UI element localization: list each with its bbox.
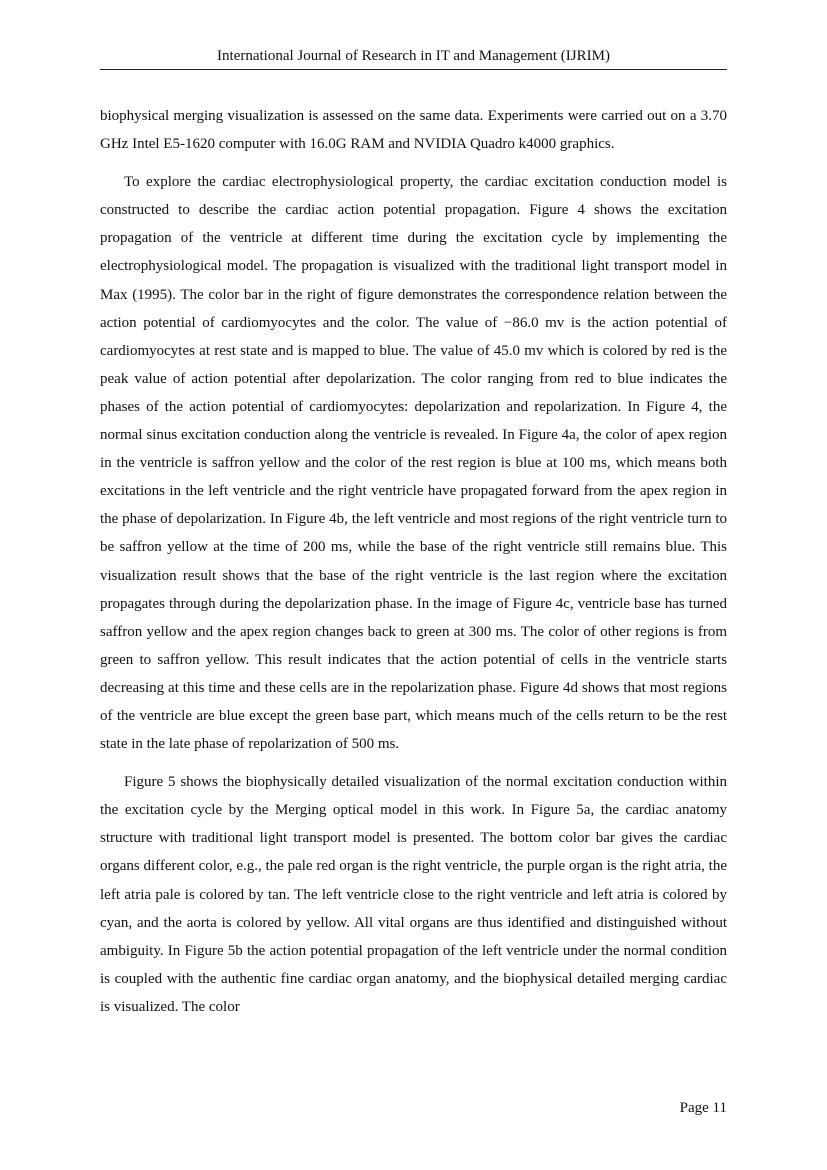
paragraph-continuation: biophysical merging visualization is assessed on the same data. Experiments were carried out on a 3.70 GHz Intel E5-1620 computer with 16.0G RAM and NVIDIA Quadro k4000 graphics.: [100, 108, 727, 153]
paragraph-figure-4: To explore the cardiac electrophysiological property, the cardiac excitation conduction model is constructed to describe the cardiac action potential propagation. Figure 4 shows the excitation propagation of the ventricle at different time during the excitation cycle by implementing the electrophysiological model. The propagation is visualized with the traditional light transport model in Max (1995). The color bar in the right of figure demonstrates the correspondence relation between the action potential of cardiomyocytes and the color. The value of −86.0 mv is the action potential of cardiomyocytes at rest state and is mapped to blue. The value of 45.0 mv which is colored by red is the peak value of action potential after depolarization. The color ranging from red to blue indicates the phases of the action potential of cardiomyocytes: depolarization and repolarization. In Figure 4, the normal sinus excitation conduction along the ventricle is revealed. In Figure 4a, the color of apex region in the ventricle is saffron yellow and the color of the rest region is blue at 100 ms, which means both excitations in the left ventricle and the right ventricle have propagated forward from the apex region in the phase of depolarization. In Figure 4b, the left ventricle and most regions of the right ventricle turn to be saffron yellow at the time of 200 ms, while the base of the right ventricle still remains blue. This visualization result shows that the base of the right ventricle is the last region where the excitation propagates through during the depolarization phase. In the image of Figure 4c, ventricle base has turned saffron yellow and the apex region changes back to green at 300 ms. The color of other regions is from green to saffron yellow. This result indicates that the action potential of cells in the ventricle starts decreasing at this time and these cells are in the repolarization phase. Figure 4d shows that most regions of the ventricle are blue except the green base part, which means much of the cells return to be the rest state in the late phase of repolarization of 500 ms.: [100, 174, 727, 753]
journal-header: International Journal of Research in IT and Management (IJRIM): [217, 48, 610, 64]
body-text: [100, 102, 727, 1031]
page-number: Page 11: [679, 1100, 727, 1116]
paragraph-figure-5: Figure 5 shows the biophysically detailed visualization of the normal excitation conduction within the excitation cycle by the Merging optical model in this work. In Figure 5a, the cardiac anatomy structure with traditional light transport model is presented. The bottom color bar gives the cardiac organs different color, e.g., the pale red organ is the right ventricle, the purple organ is the right atria, the left atria pale is colored by tan. The left ventricle close to the right ventricle and left atria is colored by cyan, and the aorta is colored by yellow. All vital organs are thus identified and distinguished without ambiguity. In Figure 5b the action potential propagation of the left ventricle under the normal condition is coupled with the authentic fine cardiac organ anatomy, and the biophysical detailed merging cardiac is visualized. The color: [100, 774, 727, 1015]
header-rule: [100, 69, 727, 70]
